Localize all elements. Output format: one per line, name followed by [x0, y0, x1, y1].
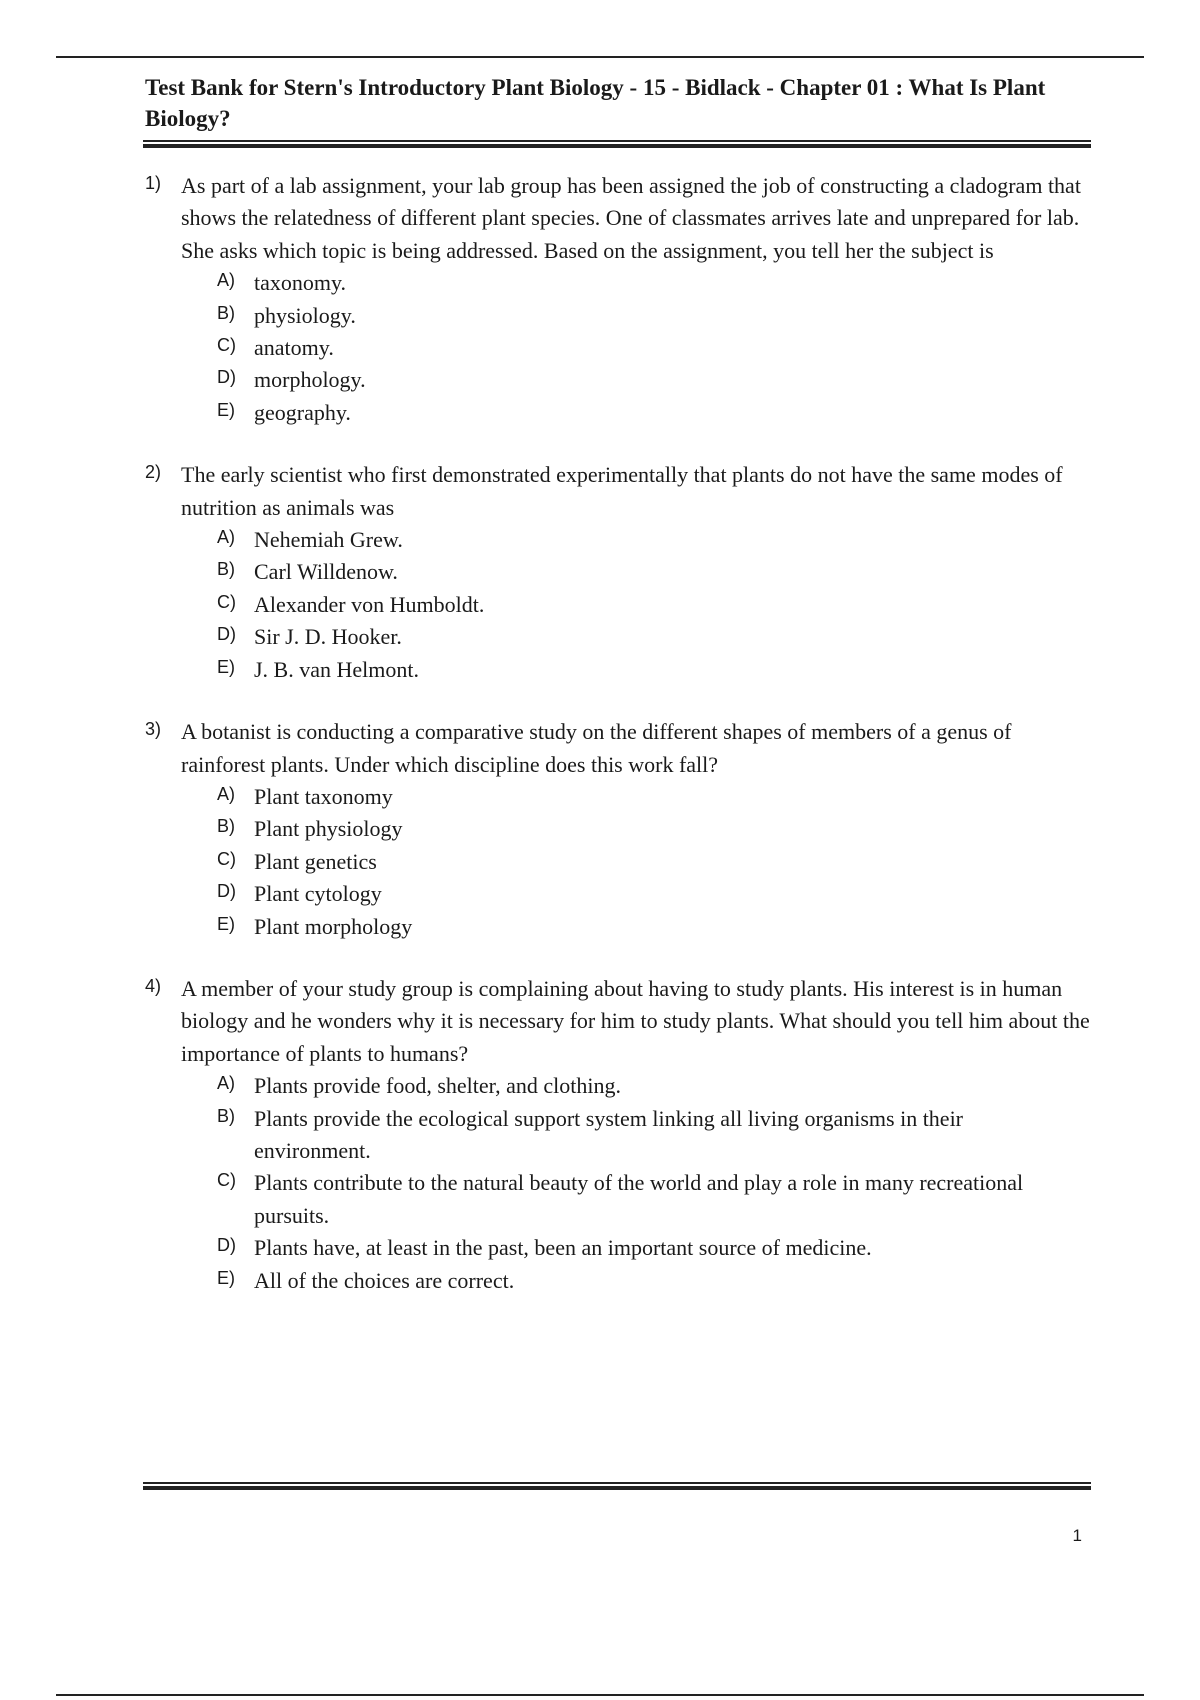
- choice-label: D): [217, 881, 236, 902]
- choice-label: A): [217, 1073, 235, 1094]
- answer-choice: [0, 1070, 1200, 1102]
- answer-choice: [0, 267, 1200, 299]
- answer-choice: [0, 911, 1200, 943]
- choice-label: E): [217, 399, 235, 420]
- answer-choice: [0, 621, 1200, 653]
- choice-label: B): [217, 559, 235, 580]
- question-list: [0, 170, 1200, 1327]
- choice-text: Plants contribute to the natural beauty of the world and play a role in many recreational pursuits.: [254, 1170, 1024, 1228]
- choice-label: A): [217, 783, 235, 804]
- choice-text: geography.: [254, 399, 351, 425]
- answer-choice: [0, 846, 1200, 878]
- choice-text: J. B. van Helmont.: [254, 656, 419, 682]
- question-1: [0, 170, 1200, 429]
- question-text: A botanist is conducting a comparative study on the different shapes of members of a genus of rainforest plants. Under which discipline does this work fall?: [181, 719, 1012, 777]
- header-double-rule: [143, 140, 1091, 150]
- choice-text: Carl Willdenow.: [254, 559, 398, 585]
- answer-choice: [0, 654, 1200, 686]
- answer-choices: [0, 524, 1200, 686]
- answer-choice: [0, 556, 1200, 588]
- choice-label: B): [217, 302, 235, 323]
- choice-text: anatomy.: [254, 335, 334, 361]
- answer-choice: [0, 813, 1200, 845]
- choice-text: Plant genetics: [254, 848, 377, 874]
- choice-label: A): [217, 270, 235, 291]
- question-text: As part of a lab assignment, your lab group has been assigned the job of constructing a cladogram that shows the relatedness of different plant species. One of classmates arrives late and unprepared for lab. She asks which topic is being addressed. Based on the assignment, you tell her the subject is: [181, 173, 1081, 263]
- question-2: [0, 459, 1200, 686]
- question-text: A member of your study group is complaining about having to study plants. His interest is in human biology and he wonders why it is necessary for him to study plants. What should you tell him about the importance of plants to humans?: [181, 975, 1090, 1066]
- choice-text: physiology.: [254, 302, 356, 328]
- choice-label: C): [217, 591, 236, 612]
- choice-label: C): [217, 335, 236, 356]
- answer-choice: [0, 332, 1200, 364]
- choice-text: Sir J. D. Hooker.: [254, 624, 402, 650]
- answer-choice: [0, 300, 1200, 332]
- choice-text: taxonomy.: [254, 270, 347, 296]
- page-top-rule: [56, 56, 1144, 58]
- answer-choice: [0, 364, 1200, 396]
- choice-text: Nehemiah Grew.: [254, 527, 403, 553]
- choice-label: B): [217, 816, 235, 837]
- question-number: 3): [145, 719, 162, 740]
- answer-choices: [0, 781, 1200, 943]
- choice-text: Plant physiology: [254, 816, 403, 842]
- choice-text: Alexander von Humboldt.: [254, 591, 485, 617]
- question-number: 2): [145, 462, 162, 483]
- answer-choice: [0, 1232, 1200, 1264]
- answer-choice: [0, 1167, 1200, 1232]
- choice-label: E): [217, 1267, 235, 1288]
- answer-choice: [0, 1103, 1200, 1168]
- footer-double-rule: [143, 1482, 1091, 1492]
- page-bottom-rule: [56, 1694, 1144, 1696]
- choice-text: Plant taxonomy: [254, 783, 393, 809]
- choice-label: C): [217, 848, 236, 869]
- choice-label: D): [217, 624, 236, 645]
- answer-choices: [0, 267, 1200, 429]
- choice-text: Plants provide the ecological support system linking all living organisms in their environment.: [254, 1105, 964, 1163]
- choice-text: Plant cytology: [254, 881, 382, 907]
- choice-label: D): [217, 367, 236, 388]
- choice-label: C): [217, 1170, 236, 1191]
- choice-text: morphology.: [254, 367, 366, 393]
- answer-choice: [0, 397, 1200, 429]
- answer-choice: [0, 781, 1200, 813]
- page-number: 1: [1072, 1526, 1082, 1545]
- choice-label: E): [217, 913, 235, 934]
- choice-text: Plants have, at least in the past, been an important source of medicine.: [254, 1235, 872, 1261]
- question-text: The early scientist who first demonstrated experimentally that plants do not have the same modes of nutrition as animals was: [181, 462, 1063, 520]
- choice-text: All of the choices are correct.: [254, 1267, 515, 1293]
- answer-choice: [0, 589, 1200, 621]
- choice-text: Plants provide food, shelter, and clothing.: [254, 1073, 621, 1099]
- answer-choice: [0, 1265, 1200, 1297]
- question-4: [0, 973, 1200, 1297]
- choice-label: A): [217, 527, 235, 548]
- question-3: [0, 716, 1200, 943]
- choice-label: E): [217, 656, 235, 677]
- question-number: 4): [145, 975, 162, 996]
- answer-choices: [0, 1070, 1200, 1297]
- answer-choice: [0, 524, 1200, 556]
- question-number: 1): [145, 173, 162, 193]
- choice-label: B): [217, 1105, 235, 1126]
- document-title: Test Bank for Stern's Introductory Plant Biology - 15 - Bidlack - Chapter 01 : What Is Plant Biology?: [145, 75, 1046, 131]
- choice-text: Plant morphology: [254, 913, 413, 939]
- choice-label: D): [217, 1235, 236, 1256]
- answer-choice: [0, 878, 1200, 910]
